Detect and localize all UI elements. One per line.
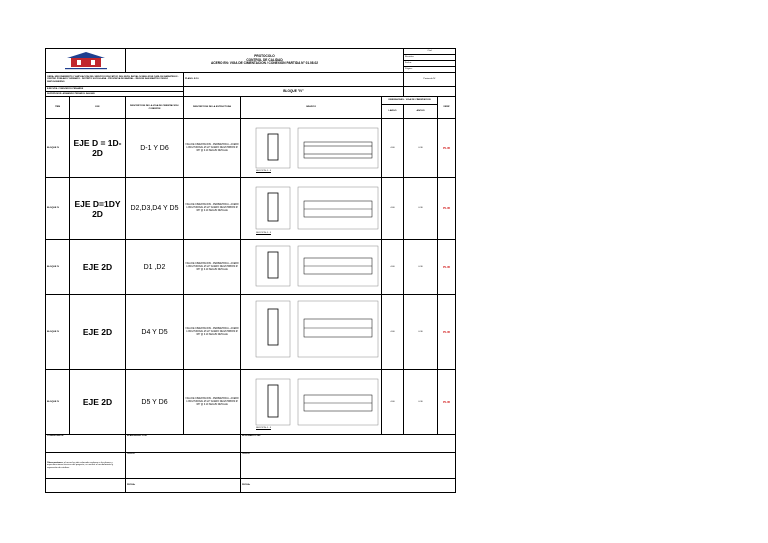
col-eje: EJE — [70, 97, 126, 119]
observaciones-label: Observaciones: — [47, 461, 64, 464]
table-row — [46, 295, 456, 370]
beam-drawing — [241, 178, 382, 240]
bloque-title: BLOQUE "IV" — [184, 87, 404, 97]
row-description: VIGA DE CIMENTACION - PERIMETRICA - ACERO LONGITUDINAL Ø 1/2" ACERO DE ESTRIBOS Ø 3/8" @ 0.10 SEGUN DETALLE — [184, 295, 241, 370]
row-largo: 4.60 — [382, 119, 404, 178]
table-row — [46, 240, 456, 295]
col-item: ITEM — [46, 97, 70, 119]
row-item: BLOQUE IV — [46, 119, 70, 178]
protocol-sheet — [45, 48, 455, 490]
ejecuta-field: EJECUTA: CONSORCIO PIRAMIDE — [46, 87, 184, 92]
fecha-elaborado: FECHA: — [126, 479, 241, 493]
row-item: BLOQUE IV — [46, 370, 70, 435]
code-field: Cód — [404, 49, 456, 55]
row-ancho: 0.30 — [404, 370, 438, 435]
row-largo: 4.60 — [382, 178, 404, 240]
row-item: BLOQUE IV — [46, 295, 70, 370]
beam-drawing — [241, 119, 382, 178]
protocol-table — [45, 48, 456, 493]
protocol-number: Protocolo N° — [404, 73, 456, 87]
logo-cell — [46, 49, 126, 73]
row-ancho: 0.30 — [404, 178, 438, 240]
section-label: SECCION 4 - 4 — [256, 426, 271, 429]
beam-drawing — [241, 240, 382, 295]
nombre-elaborado: Nombre — [126, 453, 241, 479]
aprobado-field: APROBADO POR: — [241, 435, 456, 453]
title-line-2: CONTROL DE CALIDAD — [246, 57, 283, 62]
observaciones-field — [46, 453, 126, 479]
table-row — [46, 119, 456, 178]
row-verif: PL/R — [438, 295, 456, 370]
observaciones-text: el acero ha sido colocado conforme a los planos y especificaciones técnicas del proyecto, se verificó el recubrimiento y separación de estribos. — [47, 461, 114, 469]
row-verif: PL/R — [438, 119, 456, 178]
blank-cell — [404, 87, 456, 97]
section-label: SECCION 4 - 4 — [256, 231, 271, 234]
supervisor-field: SUPERVISOR: ARMANDO PEDAROL SALVAN — [46, 92, 184, 97]
revision-field: Revisión: — [404, 55, 456, 61]
row-largo: 4.60 — [382, 295, 404, 370]
col-dimensiones: DIMENSIONES - VIGA DE CIMENTACION — [382, 97, 438, 105]
row-description: VIGA DE CIMENTACION - PERIMETRICA - ACERO LONGITUDINAL Ø 1/2" ACERO DE ESTRIBOS Ø 3/8" @ 0.10 SEGUN DETALLE — [184, 178, 241, 240]
row-description: VIGA DE CIMENTACION - PERIMETRICA - ACERO LONGITUDINAL Ø 1/2" ACERO DE ESTRIBOS Ø 3/8" @ 0.10 SEGUN DETALLE — [184, 119, 241, 178]
table-row — [46, 370, 456, 435]
document-title — [126, 49, 404, 73]
row-verif: PL/R — [438, 240, 456, 295]
row-eje: EJE 2D — [70, 240, 126, 295]
row-item: BLOQUE IV — [46, 178, 70, 240]
row-ancho: 0.30 — [404, 119, 438, 178]
row-viga: D4 Y D5 — [126, 295, 184, 370]
col-verif: VERIF — [438, 97, 456, 119]
row-item: BLOQUE IV — [46, 240, 70, 295]
row-largo: 4.60 — [382, 240, 404, 295]
row-ancho: 0.30 — [404, 240, 438, 295]
row-viga: D2,D3,D4 Y D5 — [126, 178, 184, 240]
row-viga: D5 Y D6 — [126, 370, 184, 435]
row-eje: EJE 2D — [70, 295, 126, 370]
comentarios-field: COMENTARIOS: — [46, 435, 126, 453]
row-description: VIGA DE CIMENTACION - PERIMETRICA - ACERO LONGITUDINAL Ø 1/2" ACERO DE ESTRIBOS Ø 3/8" @ 0.10 SEGUN DETALLE — [184, 240, 241, 295]
title-line-3: ACERO EN: VIGA DE CIMENTACION / CONEXIÓN PARTIDA N° 01.08.02 — [211, 61, 319, 66]
nombre-aprobado: Nombre — [241, 453, 456, 479]
table-row — [46, 178, 456, 240]
date-field: Fecha: — [404, 61, 456, 67]
fecha-aprobado: FECHA: — [241, 479, 456, 493]
row-largo: 4.60 — [382, 370, 404, 435]
row-eje: EJE D = 1D-2D — [70, 119, 126, 178]
section-label: SECCION 4 - 4 — [256, 169, 271, 172]
beam-drawing — [241, 370, 382, 435]
row-viga: D-1 Y D6 — [126, 119, 184, 178]
plano-field: PLANO: E-10 — [184, 73, 404, 87]
row-viga: D1 ,D2 — [126, 240, 184, 295]
title-line-1: PROTOCOLO — [254, 53, 275, 58]
row-eje: EJE 2D — [70, 370, 126, 435]
company-logo — [47, 50, 125, 72]
row-verif: PL/R — [438, 178, 456, 240]
row-ancho: 0.30 — [404, 295, 438, 370]
blank-footer — [46, 479, 126, 493]
obra-field: OBRA: MEJORAMIENTO Y AMPLIACION DEL SERVICIO EDUCATIVO DEL NIVEL INICIAL N°0868-JOSE CARLOS MARIATEGUI - CENTRO POBLADO YURIMAYO - DISTRITO SUCULLANA - PROVINCIA DE BARRAL - REGION SAN MARTIN CODIGO SNIP/GOBIERNO — [46, 73, 184, 87]
col-ancho: ANCHO — [404, 105, 438, 119]
row-description: VIGA DE CIMENTACION - PERIMETRICA - ACERO LONGITUDINAL Ø 1/2" ACERO DE ESTRIBOS Ø 3/8" @ 0.10 SEGUN DETALLE — [184, 370, 241, 435]
elaborado-field: ELABORADO POR: — [126, 435, 241, 453]
col-descripcion-estructura: DESCRIPCION DE LA ESTRUCTURA — [184, 97, 241, 119]
col-grafico: GRAFICO — [241, 97, 382, 119]
col-descripcion-viga: DESCRIPCION DE LA VIGA DE CIMENTACION / CONEXIÓN — [126, 97, 184, 119]
col-largo: LARGO — [382, 105, 404, 119]
page-field: Página: — [404, 67, 456, 73]
row-eje: EJE D=1DY 2D — [70, 178, 126, 240]
row-verif: PL/R — [438, 370, 456, 435]
beam-drawing — [241, 295, 382, 370]
